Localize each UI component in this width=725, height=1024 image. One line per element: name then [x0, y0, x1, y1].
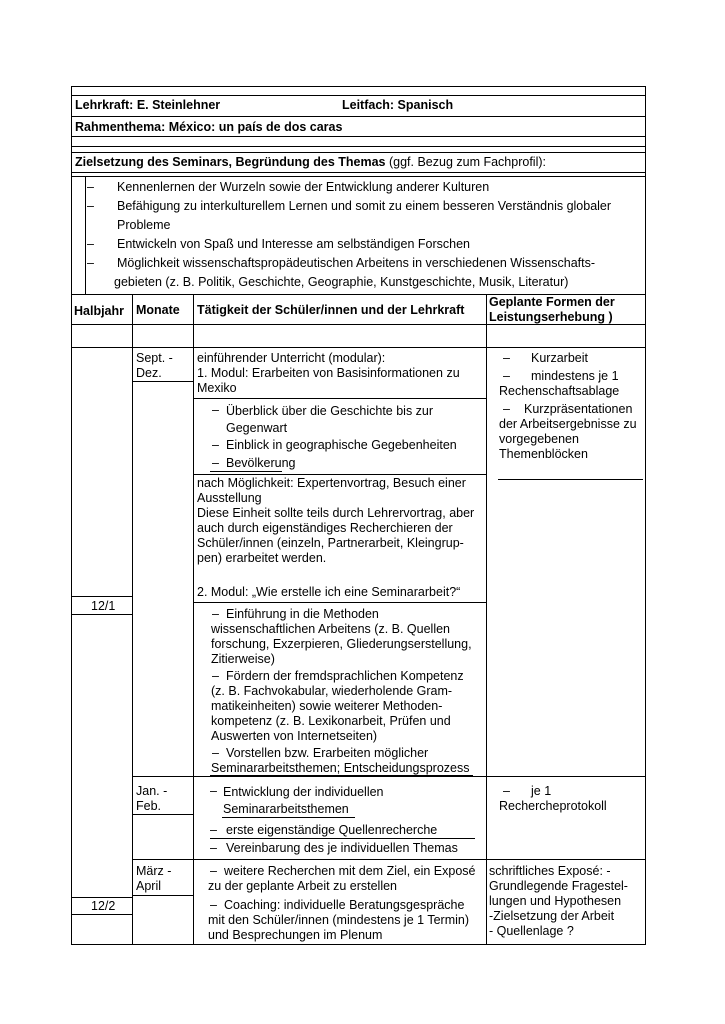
text-line: forschung, Exzerpieren, Gliederungserstellung,: [211, 637, 472, 651]
block3-bullet-2: [208, 898, 469, 943]
text-line: Grundlegende Fragestel-: [489, 879, 628, 893]
bullet-dash: –: [212, 456, 219, 470]
semester-label-12-1: 12/1: [91, 599, 116, 613]
assessment-expose: [489, 864, 628, 939]
month-label-jan-feb: [136, 784, 167, 814]
text-line: -Zielsetzung der Arbeit: [489, 909, 615, 923]
semester-label-12-2: 12/2: [91, 899, 116, 913]
text-line: (z. B. Fachvokabular, wiederholende Gram-: [211, 684, 453, 698]
text-line: vorgegebenen: [499, 432, 579, 446]
text-line: auch durch eigenständiges Recherchieren der: [197, 521, 453, 535]
text-line: wissenschaftlichen Arbeitens (z. B. Quellen: [211, 622, 451, 636]
text-line: und Besprechungen im Plenum: [208, 928, 383, 942]
text-line: Coaching: individuelle Beratungsgespräche: [224, 898, 465, 912]
block1-intro: [197, 351, 460, 396]
text-line: der Arbeitsergebnisse zu: [499, 417, 637, 431]
goal-heading-bold: Zielsetzung des Seminars, Begründung des Themas: [75, 155, 386, 169]
block1-modul2-title: 2. Modul: „Wie erstelle ich eine Seminararbeit?“: [197, 585, 461, 599]
text-line: 1. Modul: Erarbeiten von Basisinformationen zu: [197, 366, 460, 380]
text-line: pen) erarbeitet werden.: [197, 551, 327, 565]
assessment-kurzpraesentationen: [499, 402, 637, 462]
text-line: Kurzpräsentationen: [524, 402, 633, 416]
bullet-dash: –: [503, 784, 510, 798]
bullet-dash: –: [210, 864, 217, 878]
text-line: schriftliches Exposé: -: [489, 864, 611, 878]
block1-bullet-1: [226, 403, 433, 437]
goal-dash-1: –: [87, 180, 94, 194]
bullet-dash: –: [212, 607, 219, 621]
bullet-dash: –: [210, 841, 217, 855]
text-line: Diese Einheit sollte teils durch Lehrervortrag, aber: [197, 506, 475, 520]
text-line: zu der geplante Arbeit zu erstellen: [208, 879, 398, 893]
bullet-dash: –: [503, 369, 510, 383]
text-line: Vorstellen bzw. Erarbeiten möglicher: [226, 746, 429, 760]
month-label-sept-dez: [136, 351, 173, 381]
text-line: Zitierweise): [211, 652, 275, 666]
text-line: Entwicklung der individuellen: [223, 785, 384, 799]
text-line: Schüler/innen (einzeln, Partnerarbeit, Kleingrup-: [197, 536, 464, 550]
bullet-dash: –: [212, 403, 219, 417]
text-line: mit den Schüler/innen (mindestens je 1 Termin): [208, 913, 470, 927]
text-line: lungen und Hypothesen: [489, 894, 622, 908]
month-label-maerz-april: [136, 864, 171, 894]
block3-bullet-1: [208, 864, 476, 894]
text-line: Überblick über die Geschichte bis zur: [226, 404, 434, 418]
goal-item-1: Kennenlernen der Wurzeln sowie der Entwicklung anderer Kulturen: [117, 180, 490, 194]
column-header-leistung-line: Geplante Formen der: [489, 295, 615, 309]
month-line: Jan. -: [136, 784, 168, 798]
bullet-dash: –: [210, 898, 217, 912]
month-line: April: [136, 879, 162, 893]
column-header-taetigkeit: Tätigkeit der Schüler/innen und der Lehrkraft: [197, 303, 465, 317]
text-line: kompetenz (z. B. Lexikonarbeit, Prüfen und: [211, 714, 451, 728]
goal-heading: [75, 155, 546, 170]
column-header-halbjahr: Halbjahr: [74, 304, 125, 318]
goal-item-4-cont: gebieten (z. B. Politik, Geschichte, Geographie, Kunstgeschichte, Musik, Literatur): [114, 275, 569, 289]
assessment-rechercheprotokoll: Rechercheprotokoll: [499, 799, 607, 813]
text-line: matikeinheiten) sowie weiterer Methoden-: [211, 699, 443, 713]
goal-heading-note: (ggf. Bezug zum Fachprofil):: [385, 155, 546, 169]
block1-extra: [197, 476, 474, 566]
text-line: Fördern der fremdsprachlichen Kompetenz: [226, 669, 464, 683]
month-line: Sept. -: [136, 351, 173, 365]
bullet-dash: –: [503, 351, 510, 365]
block1-modul2-bullet-1: [211, 607, 472, 667]
text-line: weitere Recherchen mit dem Ziel, ein Exposé: [224, 864, 476, 878]
block2-bullet-2: erste eigenständige Quellenrecherche: [226, 823, 438, 837]
text-line: nach Möglichkeit: Expertenvortrag, Besuch einer: [197, 476, 466, 490]
goal-dash-2: –: [87, 199, 94, 213]
goal-item-2: Befähigung zu interkulturellem Lernen und somit zu einem besseren Verständnis globaler: [117, 199, 612, 213]
text-line: Seminararbeitsthemen: [223, 802, 349, 816]
column-header-monate: Monate: [136, 303, 180, 317]
block1-bullet-3: Bevölkerung: [226, 456, 296, 470]
text-line: Einführung in die Methoden: [226, 607, 379, 621]
text-line: Seminararbeitsthemen; Entscheidungsprozess: [211, 761, 470, 775]
block2-bullet-1: [223, 784, 384, 818]
teacher-label: Lehrkraft: E. Steinlehner: [75, 98, 221, 112]
goal-dash-4: –: [87, 256, 94, 270]
text-line: Auswerten von Internetseiten): [211, 729, 378, 743]
goal-dash-3: –: [87, 237, 94, 251]
bullet-dash: –: [210, 784, 217, 798]
bullet-dash: –: [503, 402, 510, 416]
text-line: einführender Unterricht (modular):: [197, 351, 386, 365]
goal-item-3: Entwickeln von Spaß und Interesse am selbständigen Forschen: [117, 237, 470, 251]
assessment-kurzarbeit: Kurzarbeit: [531, 351, 588, 365]
subject-label: Leitfach: Spanisch: [342, 98, 454, 112]
theme-title: Rahmenthema: México: un país de dos caras: [75, 120, 343, 134]
block1-modul2-bullet-3: [211, 746, 469, 776]
text-line: Ausstellung: [197, 491, 262, 505]
bullet-dash: –: [212, 746, 219, 760]
bullet-dash: –: [210, 823, 217, 837]
month-line: Feb.: [136, 799, 162, 813]
column-header-leistung-line: Leistungserhebung ): [489, 310, 613, 324]
block2-bullet-3: Vereinbarung des je individuellen Themas: [226, 841, 458, 855]
text-line: Mexiko: [197, 381, 237, 395]
month-line: März -: [136, 864, 172, 878]
month-line: Dez.: [136, 366, 162, 380]
column-header-leistung: [489, 295, 615, 325]
text-line: Themenblöcken: [499, 447, 588, 461]
assessment-rechenschaft: mindestens je 1: [531, 369, 619, 383]
block1-bullet-2: Einblick in geographische Gegebenheiten: [226, 438, 457, 452]
bullet-dash: –: [212, 669, 219, 683]
block1-modul2-bullet-2: [211, 669, 464, 744]
bullet-dash: –: [212, 438, 219, 452]
assessment-je1: je 1: [531, 784, 552, 798]
assessment-rechenschaft-cont: Rechenschaftsablage: [499, 384, 620, 398]
goal-item-4: Möglichkeit wissenschaftspropädeutischen Arbeitens in verschiedenen Wissenschafts-: [117, 256, 596, 270]
goal-item-2-cont: Probleme: [117, 218, 171, 232]
text-line: - Quellenlage ?: [489, 924, 574, 938]
text-line: Gegenwart: [226, 421, 288, 435]
